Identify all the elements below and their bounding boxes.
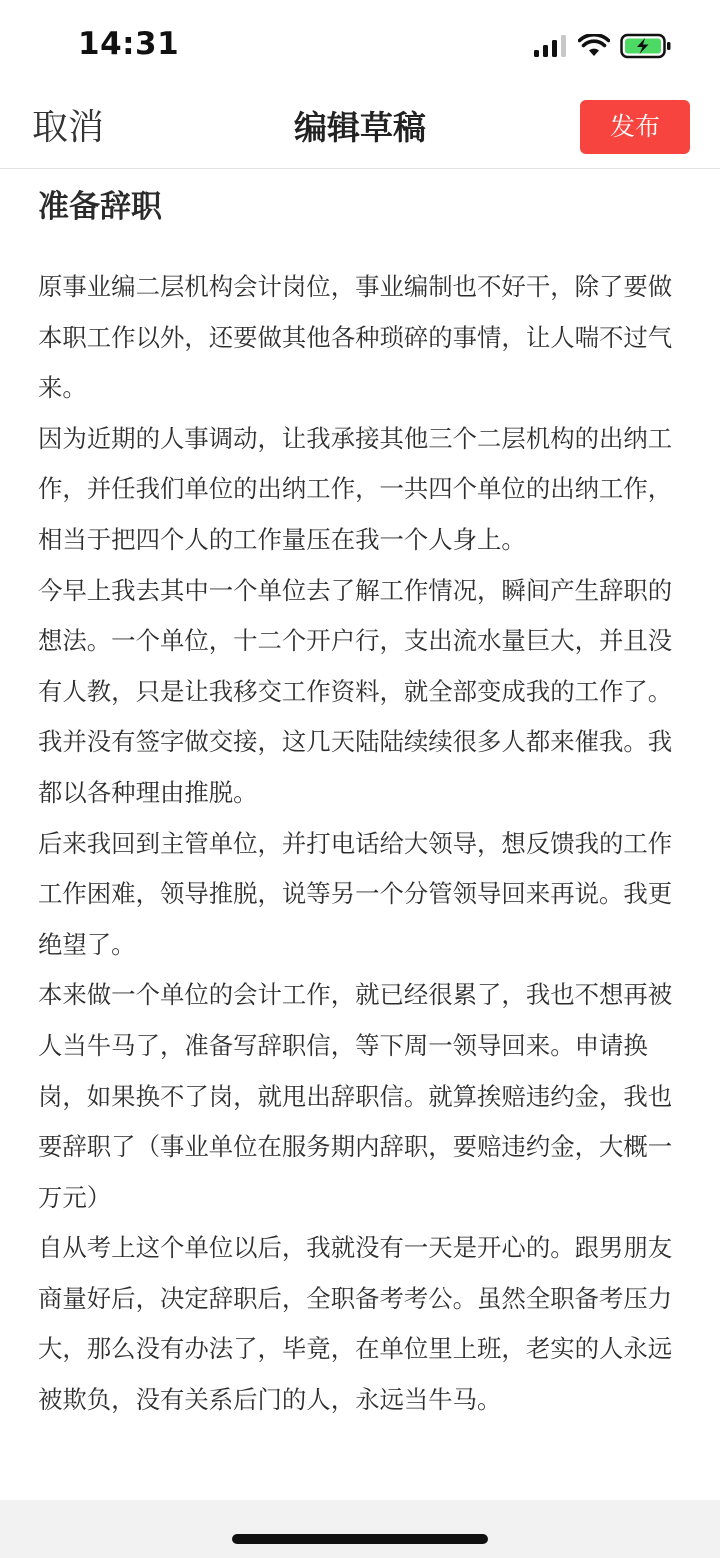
draft-paragraph: 原事业编二层机构会计岗位，事业编制也不好干，除了要做本职工作以外，还要做其他各种琐碎的事情，让人喘不过气来。 xyxy=(38,272,673,403)
draft-body[interactable] xyxy=(38,262,678,1426)
nav-bar xyxy=(0,92,720,169)
draft-paragraph: 后来我回到主管单位，并打电话给大领导，想反馈我的工作工作困难，领导推脱，说等另一个分管领导回来再说。我更绝望了。 xyxy=(38,828,673,959)
draft-paragraph: 因为近期的人事调动，让我承接其他三个二层机构的出纳工作，并任我们单位的出纳工作，一共四个单位的出纳工作，相当于把四个人的工作量压在我一个人身上。 xyxy=(38,423,673,554)
status-bar xyxy=(0,0,720,92)
status-time: 14:31 xyxy=(78,26,180,62)
signal-icon xyxy=(534,35,568,61)
draft-paragraph: 今早上我去其中一个单位去了解工作情况，瞬间产生辞职的想法。一个单位，十二个开户行，支出流水量巨大，并且没有人教，只是让我移交工作资料，就全部变成我的工作了。我并没有签字做交接，这几天陆陆续续很多人都来催我。我都以各种理由推脱。 xyxy=(38,575,673,807)
wifi-icon xyxy=(578,34,610,62)
draft-editor[interactable] xyxy=(38,170,678,1490)
draft-paragraph: 本来做一个单位的会计工作，就已经很累了，我也不想再被人当牛马了，准备写辞职信，等下周一领导回来。申请换岗，如果换不了岗，就甩出辞职信。就算挨赔违约金，我也要辞职了（事业单位在服务期内辞职，要赔违约金，大概一万元） xyxy=(38,980,673,1212)
draft-paragraph: 自从考上这个单位以后，我就没有一天是开心的。跟男朋友商量好后，决定辞职后，全职备考考公。虽然全职备考压力大，那么没有办法了，毕竟，在单位里上班，老实的人永远被欺负，没有关系后门的人，永远当牛马。 xyxy=(38,1233,673,1415)
cancel-button[interactable]: 取消 xyxy=(32,107,105,148)
status-icons xyxy=(534,34,672,62)
bottom-bar xyxy=(0,1500,720,1558)
publish-button[interactable]: 发布 xyxy=(580,100,690,154)
home-indicator[interactable] xyxy=(232,1534,488,1544)
battery-charging-icon xyxy=(620,33,672,63)
page-title: 编辑草稿 xyxy=(294,108,426,147)
draft-title[interactable]: 准备辞职 xyxy=(38,189,162,225)
